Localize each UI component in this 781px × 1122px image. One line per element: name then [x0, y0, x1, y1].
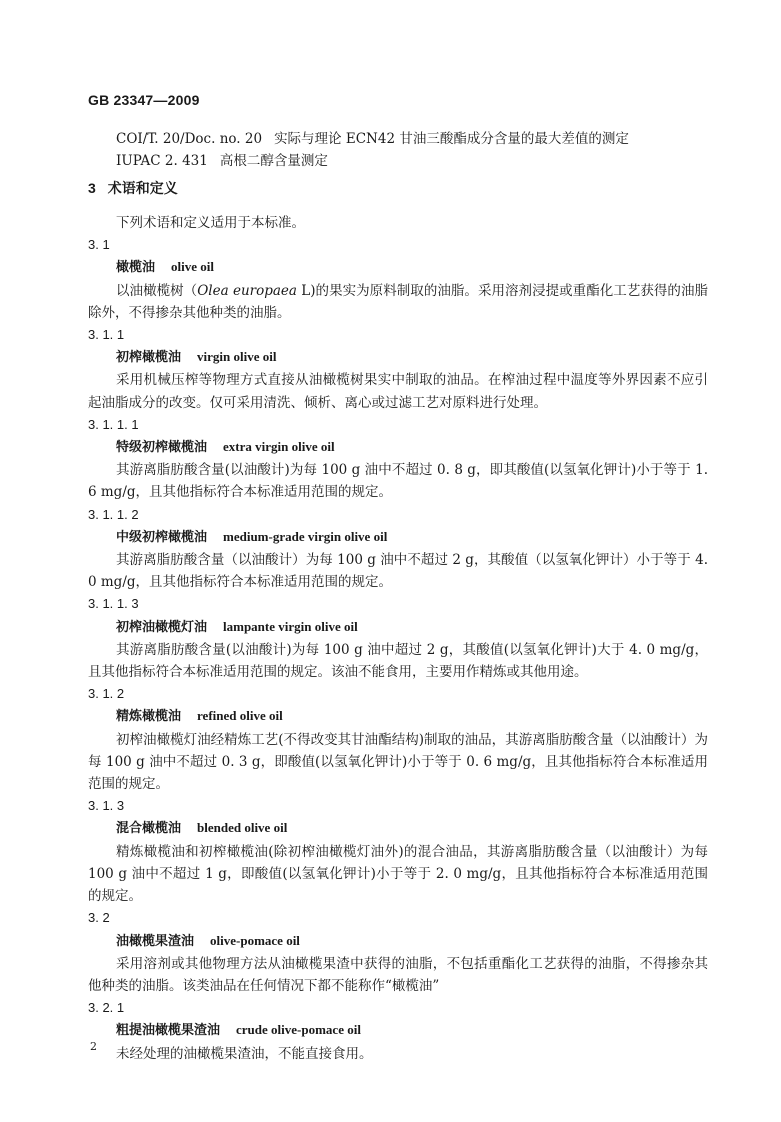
reference-code: IUPAC 2. 431: [116, 153, 208, 169]
section-number: 3: [88, 180, 96, 196]
definition-text: 采用机械压榨等物理方式直接从油橄榄树果实中制取的油品。在榨油过程中温度等外界因素不应引起油脂成分的改变。仅可采用清洗、倾析、离心或过滤工艺对原料进行处理。: [88, 372, 708, 411]
term-english: crude olive-pomace oil: [236, 1022, 361, 1038]
definition-italic: Olea europaea: [197, 282, 297, 299]
terms-list: [88, 234, 708, 1065]
term-chinese: 混合橄榄油: [116, 821, 182, 837]
term-number: 3. 1. 2: [88, 686, 125, 702]
term-definition: [88, 369, 708, 413]
term-number: 3. 1. 1. 2: [88, 506, 139, 522]
term-english: refined olive oil: [197, 708, 283, 724]
term-english: medium-grade virgin olive oil: [223, 528, 388, 544]
term-english: extra virgin olive oil: [223, 439, 335, 455]
term-definition: [88, 729, 708, 796]
term-chinese: 橄榄油: [116, 260, 156, 276]
term-number: 3. 1. 3: [88, 798, 125, 814]
reference-item: [116, 150, 629, 172]
section-heading: [88, 178, 178, 198]
term-chinese: 特级初榨橄榄油: [116, 440, 208, 456]
terms-content: [88, 210, 708, 1065]
term-number: 3. 2: [88, 910, 110, 926]
term-heading: [88, 616, 708, 639]
definition-text: 其游离脂肪酸含量（以油酸计）为每 100 g 油中不超过 2 g，其酸值（以氢氧化钾计）小于等于 4. 0 mg/g，且其他指标符合本标准适用范围的规定。: [88, 552, 708, 591]
definition-text: 其游离脂肪酸含量(以油酸计)为每 100 g 油中不超过 0. 8 g，即其酸值(以氢氧化钾计)小于等于 1. 6 mg/g，且其他指标符合本标准适用范围的规定。: [88, 462, 708, 501]
term-definition: [88, 459, 708, 503]
term-definition: [88, 953, 708, 997]
term-english: blended olive oil: [197, 820, 288, 836]
term-definition: [88, 280, 708, 324]
term-number: 3. 1: [88, 237, 110, 253]
definition-text: 未经处理的油橄榄果渣油，不能直接食用。: [116, 1045, 373, 1062]
definition-text: 以油橄榄树（: [116, 282, 198, 299]
section-title: 术语和定义: [107, 180, 178, 196]
page-number: 2: [90, 1040, 97, 1053]
term-heading: [88, 705, 708, 728]
term-definition: [88, 639, 708, 683]
reference-title: 高根二醇含量测定: [219, 153, 328, 169]
reference-title: 实际与理论 ECN42 甘油三酸酯成分含量的最大差值的测定: [274, 131, 629, 147]
term-number: 3. 2. 1: [88, 1000, 125, 1016]
term-heading: [88, 346, 708, 369]
intro-paragraph: 下列术语和定义适用于本标准。: [116, 215, 305, 231]
reference-code: COI/T. 20/Doc. no. 20: [116, 131, 263, 147]
term-definition: [88, 549, 708, 593]
term-chinese: 油橄榄果渣油: [116, 933, 195, 949]
definition-text: L)的果实为原料制取的油脂。采用溶剂浸提或重酯化工艺获得的油脂除外，不得掺杂其他种类的油脂。: [88, 282, 708, 321]
term-heading: [88, 1019, 708, 1042]
term-chinese: 粗提油橄榄果渣油: [116, 1023, 221, 1039]
term-heading: [88, 526, 708, 549]
term-chinese: 初榨油橄榄灯油: [116, 619, 208, 635]
term-english: lampante virgin olive oil: [223, 618, 358, 634]
term-heading: [88, 256, 708, 279]
normative-references: [116, 128, 629, 172]
term-heading: [88, 817, 708, 840]
term-chinese: 精炼橄榄油: [116, 709, 182, 725]
term-definition: [88, 1043, 708, 1065]
term-chinese: 初榨橄榄油: [116, 350, 182, 366]
definition-text: 其游离脂肪酸含量(以油酸计)为每 100 g 油中超过 2 g，其酸值(以氢氧化钾计)大于 4. 0 mg/g，且其他指标符合本标准适用范围的规定。该油不能食用，主要用作精炼或其他用途。: [88, 641, 708, 681]
reference-item: [116, 128, 629, 150]
term-number: 3. 1. 1. 1: [88, 416, 139, 432]
term-english: virgin olive oil: [197, 349, 277, 365]
term-definition: [88, 841, 708, 908]
term-english: olive oil: [171, 259, 214, 275]
term-heading: [88, 930, 708, 953]
term-chinese: 中级初榨橄榄油: [116, 529, 208, 545]
definition-text: 采用溶剂或其他物理方法从油橄榄果渣中获得的油脂，不包括重酯化工艺获得的油脂，不得掺杂其他种类的油脂。该类油品在任何情况下都不能称作“橄榄油”: [88, 955, 708, 994]
term-number: 3. 1. 1: [88, 327, 125, 343]
term-number: 3. 1. 1. 3: [88, 596, 139, 612]
term-heading: [88, 436, 708, 459]
term-english: olive-pomace oil: [210, 932, 300, 948]
standard-number: GB 23347—2009: [88, 92, 200, 108]
definition-text: 精炼橄榄油和初榨橄榄油(除初榨油橄榄灯油外)的混合油品，其游离脂肪酸含量（以油酸计）为每 100 g 油中不超过 1 g，即酸值(以氢氧化钾计)小于等于 2. 0 mg/g，且其他指标符合本标准适用范围的规定。: [88, 843, 708, 905]
definition-text: 初榨油橄榄灯油经精炼工艺(不得改变其甘油酯结构)制取的油品，其游离脂肪酸含量（以油酸计）为每 100 g 油中不超过 0. 3 g，即酸值(以氢氧化钾计)小于等于 0. 6 mg/g，且其他指标符合本标准适用范围的规定。: [88, 731, 708, 793]
